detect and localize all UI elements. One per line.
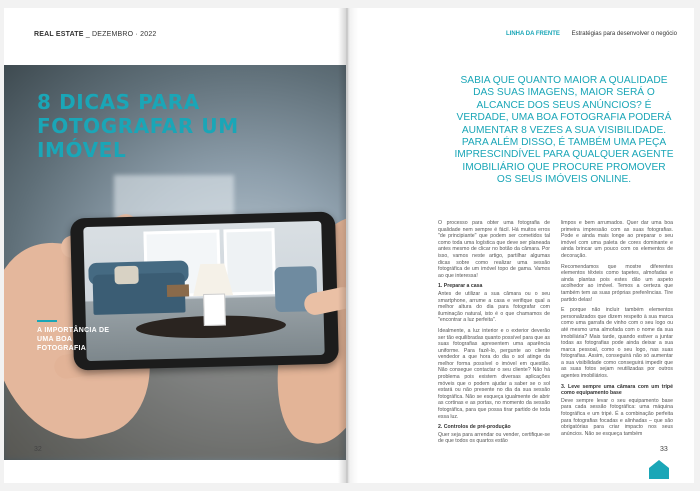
brand-name: REAL ESTATE [34, 31, 84, 38]
page-number-right: 33 [660, 446, 668, 453]
house-icon [648, 458, 670, 480]
right-page [348, 8, 694, 483]
subheading: 1. Preparar a casa [438, 283, 483, 290]
paragraph: E porque não incluir também elementos personalizados que dizem respeito à sua marca como uma garrafa de vinho com o seu logo ou até mesmo uma almofada com o nome da sua imobiliária? Mais tarde, quando estiver a juntar todas as fotografias pode ainda deixar a sua marca pessoal, como o seu logo, nas suas fotografias. Assim, conseguirá não só aumentar a sua visibilidade como conseguirá impedir que as suas fotos sejam reutilizadas por outros agentes imobiliários. [561, 307, 673, 380]
subheading: 3. Leve sempre uma câmara com um tripé como equipamento base [561, 383, 673, 397]
paragraph: Antes de utilizar a sua câmara ou o seu smartphone, arrume a casa e verifique qual a melhor altura do dia para fotografar com iluminação natural, isto é o que chamamos de "encontrar a luz perfeita". [438, 290, 550, 324]
body-column-1 [438, 220, 550, 449]
issue-date: _ DEZEMBRO · 2022 [85, 31, 157, 38]
pull-quote: SABIA QUE QUANTO MAIOR A QUALIDADE DAS SUAS IMAGENS, MAIOR SERÁ O ALCANCE DOS SEUS ANÚNCIOS? É VERDADE, UMA BOA FOTOGRAFIA PODERÁ AUMENTAR 8 VEZES A SUA VISIBILIDADE. PARA ALÉM DISSO, É TAMBÉM UMA PEÇA IMPRESCINDÍVEL PARA QUALQUER AGENTE IMOBILIÁRIO QUE PROCURE PROMOVER OS SEUS IMÓVEIS ONLINE. [454, 75, 674, 186]
paragraph: Deve sempre levar o seu equipamento base para cada sessão fotográfica: uma máquina fotográfica e um tripé. É a combinação perfeita para fotografias focadas e alinhadas – que são obrigatórias para criar impacto nos seus anúncios. Não se esqueça também [561, 397, 673, 437]
subheading: 2. Controlos de pré-produção [438, 424, 511, 431]
sidebar-label-text: A IMPORTÂNCIA DE UMA BOA FOTOGRAFIA [37, 327, 110, 352]
screen-window-2 [223, 228, 276, 295]
left-page [4, 8, 346, 483]
screen-pillow [114, 266, 138, 285]
section-subtitle: Estratégias para desenvolver o negócio [571, 31, 677, 37]
body-column-2 [561, 220, 673, 441]
page-gutter [338, 8, 358, 483]
accent-bar [37, 320, 57, 322]
screen-lamp-base [203, 293, 226, 326]
article-title: 8 DICAS PARA FOTOGRAFAR UM IMÓVEL [37, 90, 239, 162]
phone-screen [83, 221, 324, 361]
section-rubric: LINHA DA FRENTE [506, 31, 560, 37]
page-number-left: 32 [34, 446, 42, 453]
paragraph: limpos e bem arrumados. Quer dar uma boa primeira impressão com as suas fotografias. Pode e ainda mais longe ao preparar o seu imóvel com uma paleta de cores dominante e ainda brincar um pouco com os elementos de decoração. [561, 220, 673, 259]
left-header [34, 31, 157, 38]
sidebar-label [37, 320, 117, 353]
paragraph: Recomendamos que mostre diferentes elementos têxteis como tapetes, almofadas e ainda plantas pois estes dão um aspeto acolhedor ao imóvel. Temos a certeza que também tem as suas próprias preferências. Tire partido delas! [561, 263, 673, 303]
screen-books [167, 284, 189, 297]
paragraph: Quer seja para arrendar ou vender, certifique-se de que todos os quartos estão [438, 431, 550, 445]
paragraph: O processo para obter uma fotografia de qualidade nem sempre é fácil. Há muitos erros "de principiante" que podem ser cometidos tal como toda uma logística que deve ser planeada antes mesmo de clicar no botão da câmara. Por isso, vamos neste artigo, partilhar algumas dicas sobre como realizar uma sessão fotográfica de um imóvel topo de gama. Vamos ao que interessa! [438, 220, 550, 279]
right-header [506, 31, 677, 37]
paragraph: Idealmente, a luz interior e o exterior deverão ser tão equilibradas quanto possível para que as suas fotografias apresentem uma aparência uniforme. Para fazê-lo, pergunte ao cliente vendedor a que hora do dia o sol atinge da melhor forma possível o imóvel em questão. Não consegue contactar o seu cliente? Não há problema pois existem diversas aplicações móveis que o podem ajudar a saber se o sol estará ou não presente no dia da sua sessão fotográfica. Não se esqueça igualmente de abrir as cortinas e as portas, no momento da sessão fotográfica, para que possa tirar partido de toda essa luz. [438, 327, 550, 420]
